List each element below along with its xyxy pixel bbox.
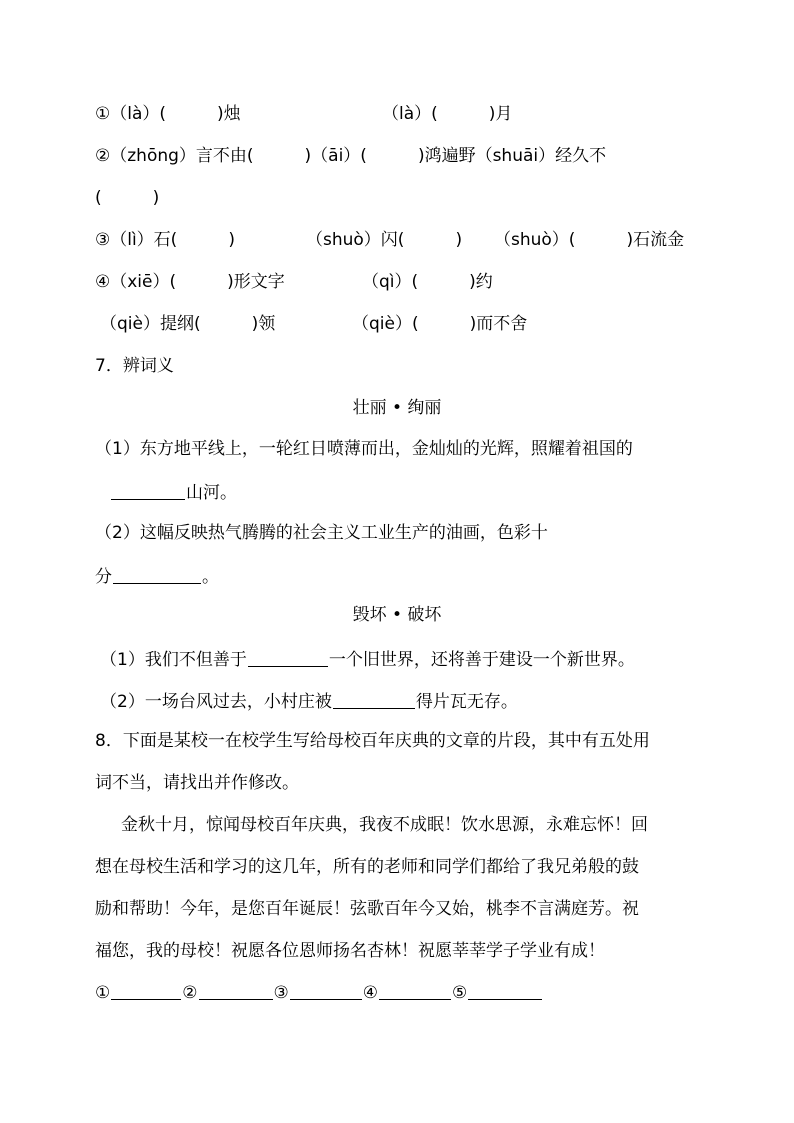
- answer-marker: ④: [362, 983, 378, 1003]
- answer-marker: ①: [95, 983, 111, 1003]
- item-3-part-c: （shuò）( )石流金: [494, 230, 685, 250]
- sentence-text: 得片瓦无存。: [415, 692, 518, 712]
- answer-blank[interactable]: [111, 483, 185, 500]
- passage-line-4: 福您，我的母校！祝愿各位恩师扬名杏林！祝愿莘莘学子学业有成！: [95, 941, 605, 961]
- q7-group-1-sentence-2-line-2: [95, 567, 219, 586]
- answer-blank-3[interactable]: [290, 983, 362, 1000]
- question-7-title: 7．辨词义: [95, 356, 174, 376]
- answer-blank[interactable]: [333, 692, 415, 709]
- item-3-part-b: （shuò）闪( ): [306, 230, 463, 250]
- item-3-part-a: ③（lì）石( ): [95, 230, 235, 250]
- sentence-text: 分: [95, 567, 112, 587]
- q7-group-1-sentence-1-line-1: （1）东方地平线上，一轮红日喷薄而出，金灿灿的光辉，照耀着祖国的: [95, 439, 633, 459]
- question-8-line-2: 词不当，请找出并作修改。: [95, 773, 299, 793]
- answer-blank[interactable]: [113, 567, 201, 584]
- answer-marker: ⑤: [452, 983, 468, 1003]
- sentence-text: 一个旧世界，还将善于建设一个新世界。: [328, 650, 635, 670]
- answer-marker: ③: [273, 983, 289, 1003]
- sentence-text: 山河。: [186, 483, 237, 503]
- item-5-part-b: （qiè）( )而不舍: [352, 314, 528, 334]
- answer-blank-2[interactable]: [199, 983, 273, 1000]
- passage-line-1: 金秋十月，惊闻母校百年庆典，我夜不成眠！饮水思源，永难忘怀！回: [121, 815, 648, 835]
- answer-marker: ②: [182, 983, 198, 1003]
- item-1-part-a: ①（là）( )烛: [95, 104, 241, 124]
- passage-line-3: 励和帮助！今年，是您百年诞辰！弦歌百年今又始，桃李不言满庭芳。祝: [95, 899, 639, 919]
- sentence-text: 。: [202, 567, 219, 587]
- sentence-text: （1）我们不但善于: [100, 650, 247, 670]
- answer-blanks-row: [95, 983, 543, 1002]
- answer-blank-1[interactable]: [111, 983, 181, 1000]
- item-2-line-1: ②（zhōng）言不由( )（āi）( )鸿遍野（shuāi）经久不: [95, 146, 607, 166]
- item-2-line-2: ( ): [95, 188, 160, 208]
- question-8-line-1: 8．下面是某校一在校学生写给母校百年庆典的文章的片段，其中有五处用: [95, 731, 650, 751]
- q7-group-1-heading: 壮丽 • 绚丽: [352, 398, 442, 418]
- item-5-part-a: （qiè）提纲( )领: [100, 314, 276, 334]
- answer-blank-4[interactable]: [379, 983, 451, 1000]
- answer-blank[interactable]: [248, 650, 328, 667]
- q7-group-2-sentence-2: [100, 692, 518, 711]
- answer-blank-5[interactable]: [468, 983, 542, 1000]
- item-1-part-b: （là）( )月: [382, 104, 513, 124]
- passage-line-2: 想在母校生活和学习的这几年，所有的老师和同学们都给了我兄弟般的鼓: [95, 857, 639, 877]
- q7-group-2-heading: 毁坏 • 破坏: [352, 605, 442, 625]
- sentence-text: （2）一场台风过去，小村庄被: [100, 692, 332, 712]
- item-4-part-b: （qì）( )约: [362, 272, 493, 292]
- q7-group-1-sentence-2-line-1: （2）这幅反映热气腾腾的社会主义工业生产的油画，色彩十: [95, 523, 548, 543]
- q7-group-1-sentence-1-line-2: [110, 483, 237, 502]
- item-4-part-a: ④（xiē）( )形文字: [95, 272, 285, 292]
- q7-group-2-sentence-1: [100, 650, 635, 669]
